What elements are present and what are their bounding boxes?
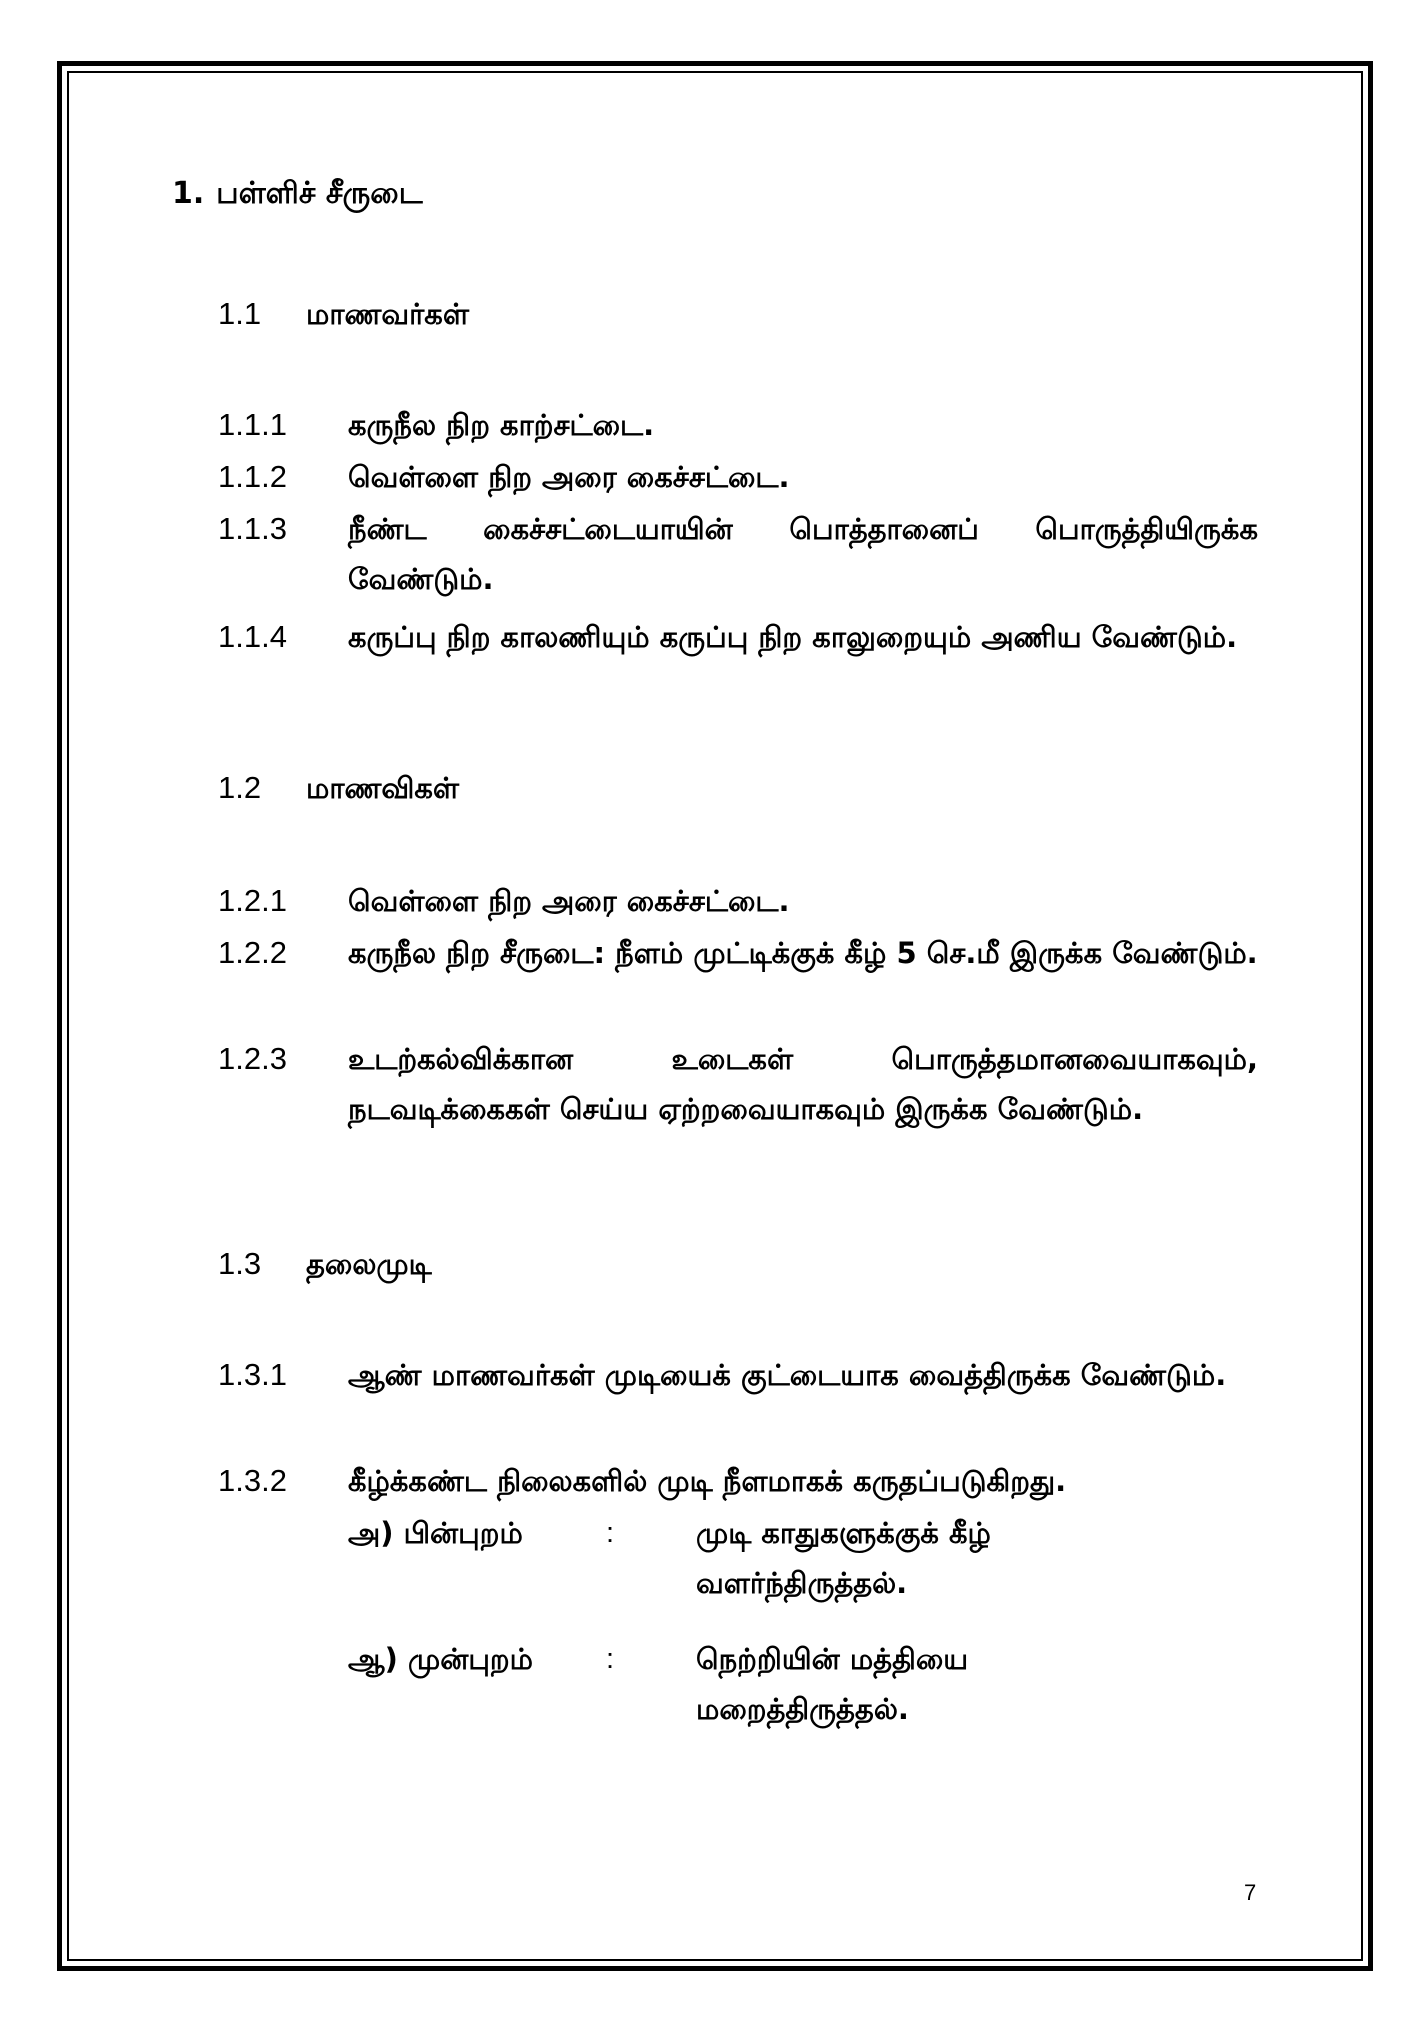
section-number: 1.1	[218, 296, 262, 331]
list-item	[218, 504, 1258, 604]
item-number: 1.1.2	[218, 459, 287, 494]
item-number: 1.2.2	[218, 935, 287, 970]
list-item	[218, 1456, 1258, 1506]
item-number: 1.1.4	[218, 619, 287, 654]
sub-point-description: முடி காதுகளுக்குக் கீழ் வளர்ந்திருத்தல்.	[696, 1516, 991, 1600]
list-item	[218, 928, 1258, 978]
list-item	[218, 400, 1258, 450]
list-item	[218, 612, 1258, 662]
section-title: மாணவிகள்	[306, 771, 460, 805]
section-heading	[218, 1246, 432, 1285]
section-heading	[218, 770, 459, 809]
section-heading	[218, 296, 469, 335]
list-item	[218, 876, 1258, 926]
item-text: ஆண் மாணவர்கள் முடியைக் குட்டையாக வைத்திருக்க வேண்டும்.	[348, 1358, 1227, 1392]
item-number: 1.1.1	[218, 407, 287, 442]
item-text: நீண்ட கைச்சட்டையாயின் பொத்தானைப் பொருத்தியிருக்க வேண்டும்.	[348, 512, 1258, 596]
list-item	[218, 1350, 1258, 1400]
item-number: 1.2.1	[218, 883, 287, 918]
list-item	[218, 1034, 1258, 1134]
item-text: கருநீல நிற காற்சட்டை.	[348, 408, 655, 442]
section-number: 1.2	[218, 770, 262, 805]
item-text: உடற்கல்விக்கான உடைகள் பொருத்தமானவையாகவும், நடவடிக்கைகள் செய்ய ஏற்றவையாகவும் இருக்க வேண்டும்.	[348, 1042, 1258, 1126]
section-title: தலைமுடி	[306, 1247, 432, 1281]
item-text: வெள்ளை நிற அரை கைச்சட்டை.	[348, 884, 790, 918]
list-item	[218, 452, 1258, 502]
item-text: கருப்பு நிற காலணியும் கருப்பு நிற காலுறையும் அணிய வேண்டும்.	[348, 620, 1238, 654]
sub-point-colon: :	[606, 1643, 615, 1675]
heading-number: 1.	[172, 176, 205, 211]
item-number: 1.3.2	[218, 1463, 287, 1498]
item-number: 1.1.3	[218, 511, 287, 546]
sub-point-colon: :	[606, 1517, 615, 1549]
sub-point-label: அ) பின்புறம்	[348, 1516, 523, 1550]
page-number: 7	[1244, 1880, 1257, 1905]
item-number: 1.2.3	[218, 1041, 287, 1076]
item-text: கீழ்க்கண்ட நிலைகளில் முடி நீளமாகக் கருதப்படுகிறது.	[348, 1464, 1067, 1498]
item-text: கருநீல நிற சீருடை: நீளம் முட்டிக்குக் கீழ் 5 செ.மீ இருக்க வேண்டும்.	[348, 936, 1258, 970]
section-title: மாணவர்கள்	[306, 297, 470, 331]
section-number: 1.3	[218, 1246, 262, 1281]
heading-title: பள்ளிச் சீருடை	[216, 176, 423, 211]
sub-point-description: நெற்றியின் மத்தியை மறைத்திருத்தல்.	[696, 1642, 969, 1726]
page-heading	[172, 176, 423, 215]
sub-point-label: ஆ) முன்புறம்	[348, 1642, 534, 1676]
item-text: வெள்ளை நிற அரை கைச்சட்டை.	[348, 460, 790, 494]
item-number: 1.3.1	[218, 1357, 287, 1392]
